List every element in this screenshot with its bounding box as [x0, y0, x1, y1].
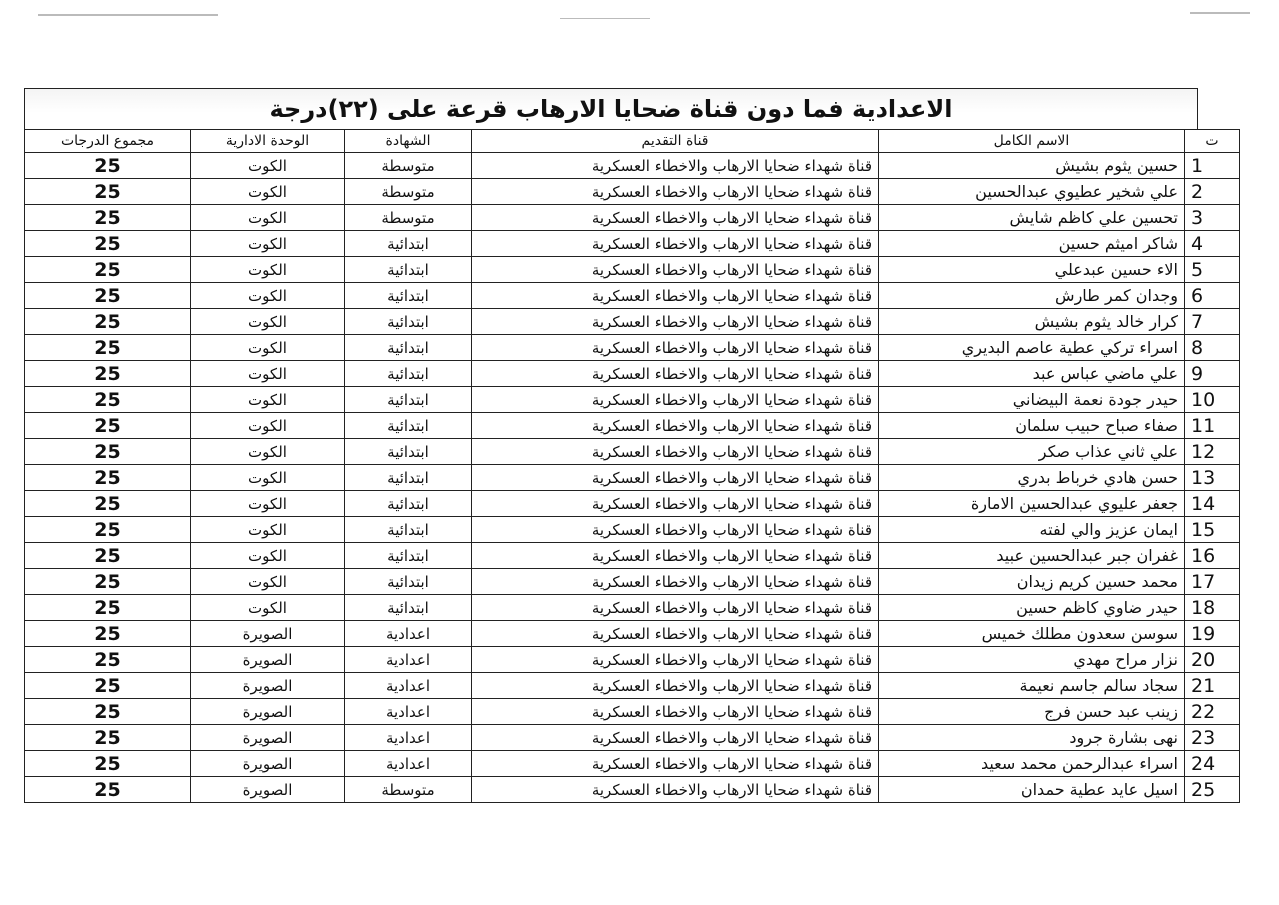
table-row: [25, 387, 1240, 413]
cell-certificate: ابتدائية: [345, 569, 472, 595]
cell-certificate: اعدادية: [345, 751, 472, 777]
table-row: [25, 283, 1240, 309]
table-row: [25, 231, 1240, 257]
cell-channel: قناة شهداء ضحايا الارهاب والاخطاء العسكرية: [472, 595, 879, 621]
cell-channel: قناة شهداء ضحايا الارهاب والاخطاء العسكرية: [472, 413, 879, 439]
table-row: [25, 699, 1240, 725]
cell-unit: الكوت: [191, 439, 345, 465]
cell-channel: قناة شهداء ضحايا الارهاب والاخطاء العسكرية: [472, 153, 879, 179]
cell-unit: الكوت: [191, 595, 345, 621]
cell-num: 7: [1185, 309, 1240, 335]
cell-num: 20: [1185, 647, 1240, 673]
cell-name: محمد حسين كريم زيدان: [879, 569, 1185, 595]
cell-channel: قناة شهداء ضحايا الارهاب والاخطاء العسكرية: [472, 179, 879, 205]
table-row: [25, 595, 1240, 621]
document-sheet: [24, 88, 1219, 803]
cell-name: كرار خالد يثوم بشيش: [879, 309, 1185, 335]
cell-unit: الكوت: [191, 205, 345, 231]
cell-score: 25: [25, 491, 191, 517]
cell-score: 25: [25, 231, 191, 257]
cell-score: 25: [25, 205, 191, 231]
cell-score: 25: [25, 595, 191, 621]
cell-unit: الكوت: [191, 257, 345, 283]
cell-name: اسراء عبدالرحمن محمد سعيد: [879, 751, 1185, 777]
cell-certificate: اعدادية: [345, 673, 472, 699]
cell-certificate: ابتدائية: [345, 387, 472, 413]
table-row: [25, 465, 1240, 491]
cell-num: 6: [1185, 283, 1240, 309]
cell-channel: قناة شهداء ضحايا الارهاب والاخطاء العسكرية: [472, 699, 879, 725]
cell-num: 15: [1185, 517, 1240, 543]
cell-score: 25: [25, 569, 191, 595]
cell-num: 19: [1185, 621, 1240, 647]
cell-certificate: اعدادية: [345, 699, 472, 725]
cell-channel: قناة شهداء ضحايا الارهاب والاخطاء العسكرية: [472, 621, 879, 647]
cell-unit: الصويرة: [191, 621, 345, 647]
cell-num: 2: [1185, 179, 1240, 205]
cell-channel: قناة شهداء ضحايا الارهاب والاخطاء العسكرية: [472, 231, 879, 257]
cell-channel: قناة شهداء ضحايا الارهاب والاخطاء العسكرية: [472, 387, 879, 413]
cell-name: تحسين علي كاظم شايش: [879, 205, 1185, 231]
table-row: [25, 153, 1240, 179]
cell-channel: قناة شهداء ضحايا الارهاب والاخطاء العسكرية: [472, 465, 879, 491]
table-row: [25, 439, 1240, 465]
cell-unit: الصويرة: [191, 751, 345, 777]
table-row: [25, 361, 1240, 387]
cell-name: اسيل عايد عطية حمدان: [879, 777, 1185, 803]
cell-score: 25: [25, 179, 191, 205]
document-title: الاعدادية فما دون قناة ضحايا الارهاب قرعة على (٢٢)درجة: [24, 88, 1198, 129]
cell-name: سجاد سالم جاسم نعيمة: [879, 673, 1185, 699]
cell-unit: الصويرة: [191, 777, 345, 803]
cell-num: 3: [1185, 205, 1240, 231]
cell-channel: قناة شهداء ضحايا الارهاب والاخطاء العسكرية: [472, 569, 879, 595]
cell-certificate: ابتدائية: [345, 543, 472, 569]
cell-name: حسن هادي خرباط بدري: [879, 465, 1185, 491]
cell-unit: الكوت: [191, 179, 345, 205]
cell-certificate: ابتدائية: [345, 517, 472, 543]
cell-name: زينب عبد حسن فرج: [879, 699, 1185, 725]
cell-num: 10: [1185, 387, 1240, 413]
table-row: [25, 673, 1240, 699]
cell-certificate: ابتدائية: [345, 361, 472, 387]
table-row: [25, 335, 1240, 361]
cell-num: 17: [1185, 569, 1240, 595]
table-row: [25, 725, 1240, 751]
cell-num: 24: [1185, 751, 1240, 777]
cell-unit: الصويرة: [191, 673, 345, 699]
cell-certificate: ابتدائية: [345, 439, 472, 465]
names-table: [24, 129, 1240, 803]
cell-score: 25: [25, 673, 191, 699]
table-row: [25, 569, 1240, 595]
cell-certificate: ابتدائية: [345, 309, 472, 335]
cell-score: 25: [25, 335, 191, 361]
cell-name: علي شخير عطيوي عبدالحسين: [879, 179, 1185, 205]
cell-score: 25: [25, 647, 191, 673]
cell-certificate: ابتدائية: [345, 595, 472, 621]
header-num: ت: [1185, 130, 1240, 153]
cell-certificate: اعدادية: [345, 621, 472, 647]
table-row: [25, 413, 1240, 439]
table-row: [25, 647, 1240, 673]
table-row: [25, 621, 1240, 647]
table-row: [25, 751, 1240, 777]
cell-unit: الكوت: [191, 335, 345, 361]
cell-name: شاكر اميثم حسين: [879, 231, 1185, 257]
cell-name: ايمان عزيز والي لفته: [879, 517, 1185, 543]
cell-unit: الكوت: [191, 283, 345, 309]
cell-certificate: ابتدائية: [345, 491, 472, 517]
table-row: [25, 309, 1240, 335]
cell-score: 25: [25, 439, 191, 465]
cell-channel: قناة شهداء ضحايا الارهاب والاخطاء العسكرية: [472, 439, 879, 465]
cell-unit: الصويرة: [191, 647, 345, 673]
cell-unit: الكوت: [191, 361, 345, 387]
cell-certificate: ابتدائية: [345, 231, 472, 257]
cell-num: 16: [1185, 543, 1240, 569]
header-certificate: الشهادة: [345, 130, 472, 153]
cell-num: 21: [1185, 673, 1240, 699]
cell-channel: قناة شهداء ضحايا الارهاب والاخطاء العسكرية: [472, 335, 879, 361]
cell-channel: قناة شهداء ضحايا الارهاب والاخطاء العسكرية: [472, 491, 879, 517]
cell-name: حيدر ضاوي كاظم حسين: [879, 595, 1185, 621]
cell-num: 23: [1185, 725, 1240, 751]
cell-score: 25: [25, 699, 191, 725]
table-row: [25, 543, 1240, 569]
cell-certificate: ابتدائية: [345, 283, 472, 309]
cell-num: 5: [1185, 257, 1240, 283]
cell-num: 4: [1185, 231, 1240, 257]
cell-num: 11: [1185, 413, 1240, 439]
header-name: الاسم الكامل: [879, 130, 1185, 153]
cell-name: علي ماضي عباس عبد: [879, 361, 1185, 387]
cell-name: حسين يثوم بشيش: [879, 153, 1185, 179]
scan-speck: [38, 14, 218, 16]
cell-unit: الصويرة: [191, 699, 345, 725]
cell-channel: قناة شهداء ضحايا الارهاب والاخطاء العسكرية: [472, 257, 879, 283]
cell-score: 25: [25, 153, 191, 179]
cell-unit: الكوت: [191, 153, 345, 179]
cell-score: 25: [25, 387, 191, 413]
cell-certificate: ابتدائية: [345, 257, 472, 283]
cell-unit: الكوت: [191, 517, 345, 543]
table-row: [25, 777, 1240, 803]
cell-score: 25: [25, 751, 191, 777]
cell-certificate: ابتدائية: [345, 413, 472, 439]
table-row: [25, 517, 1240, 543]
cell-channel: قناة شهداء ضحايا الارهاب والاخطاء العسكرية: [472, 205, 879, 231]
cell-channel: قناة شهداء ضحايا الارهاب والاخطاء العسكرية: [472, 283, 879, 309]
table-row: [25, 491, 1240, 517]
cell-channel: قناة شهداء ضحايا الارهاب والاخطاء العسكرية: [472, 751, 879, 777]
cell-name: جعفر عليوي عبدالحسين الامارة: [879, 491, 1185, 517]
cell-unit: الكوت: [191, 543, 345, 569]
table-row: [25, 257, 1240, 283]
cell-name: الاء حسين عبدعلي: [879, 257, 1185, 283]
cell-channel: قناة شهداء ضحايا الارهاب والاخطاء العسكرية: [472, 725, 879, 751]
cell-channel: قناة شهداء ضحايا الارهاب والاخطاء العسكرية: [472, 543, 879, 569]
cell-name: صفاء صباح حبيب سلمان: [879, 413, 1185, 439]
cell-name: حيدر جودة نعمة البيضاني: [879, 387, 1185, 413]
cell-certificate: متوسطة: [345, 777, 472, 803]
cell-name: نهى بشارة جرود: [879, 725, 1185, 751]
cell-channel: قناة شهداء ضحايا الارهاب والاخطاء العسكرية: [472, 361, 879, 387]
cell-score: 25: [25, 361, 191, 387]
cell-unit: الكوت: [191, 231, 345, 257]
cell-unit: الكوت: [191, 387, 345, 413]
cell-num: 12: [1185, 439, 1240, 465]
cell-score: 25: [25, 413, 191, 439]
cell-certificate: اعدادية: [345, 647, 472, 673]
cell-certificate: ابتدائية: [345, 335, 472, 361]
cell-name: نزار مراح مهدي: [879, 647, 1185, 673]
cell-unit: الكوت: [191, 491, 345, 517]
cell-channel: قناة شهداء ضحايا الارهاب والاخطاء العسكرية: [472, 777, 879, 803]
table-row: [25, 205, 1240, 231]
cell-unit: الكوت: [191, 309, 345, 335]
cell-score: 25: [25, 777, 191, 803]
cell-unit: الصويرة: [191, 725, 345, 751]
header-score: مجموع الدرجات: [25, 130, 191, 153]
cell-channel: قناة شهداء ضحايا الارهاب والاخطاء العسكرية: [472, 517, 879, 543]
cell-num: 8: [1185, 335, 1240, 361]
cell-certificate: متوسطة: [345, 179, 472, 205]
cell-certificate: اعدادية: [345, 725, 472, 751]
cell-score: 25: [25, 517, 191, 543]
cell-num: 1: [1185, 153, 1240, 179]
cell-num: 22: [1185, 699, 1240, 725]
scan-speck: [560, 18, 650, 19]
cell-unit: الكوت: [191, 465, 345, 491]
cell-name: سوسن سعدون مطلك خميس: [879, 621, 1185, 647]
cell-channel: قناة شهداء ضحايا الارهاب والاخطاء العسكرية: [472, 309, 879, 335]
cell-score: 25: [25, 309, 191, 335]
table-row: [25, 179, 1240, 205]
cell-name: علي ثاني عذاب صكر: [879, 439, 1185, 465]
cell-score: 25: [25, 543, 191, 569]
cell-certificate: متوسطة: [345, 205, 472, 231]
cell-channel: قناة شهداء ضحايا الارهاب والاخطاء العسكرية: [472, 673, 879, 699]
header-unit: الوحدة الادارية: [191, 130, 345, 153]
cell-certificate: متوسطة: [345, 153, 472, 179]
cell-score: 25: [25, 283, 191, 309]
cell-score: 25: [25, 621, 191, 647]
cell-name: غفران جبر عبدالحسين عبيد: [879, 543, 1185, 569]
cell-name: اسراء تركي عطية عاصم البديري: [879, 335, 1185, 361]
cell-channel: قناة شهداء ضحايا الارهاب والاخطاء العسكرية: [472, 647, 879, 673]
cell-num: 25: [1185, 777, 1240, 803]
cell-score: 25: [25, 257, 191, 283]
cell-unit: الكوت: [191, 569, 345, 595]
cell-score: 25: [25, 725, 191, 751]
cell-num: 14: [1185, 491, 1240, 517]
cell-name: وجدان كمر طارش: [879, 283, 1185, 309]
cell-num: 18: [1185, 595, 1240, 621]
cell-num: 13: [1185, 465, 1240, 491]
cell-certificate: ابتدائية: [345, 465, 472, 491]
table-header-row: [25, 130, 1240, 153]
cell-unit: الكوت: [191, 413, 345, 439]
scan-speck: [1190, 12, 1250, 14]
header-channel: قناة التقديم: [472, 130, 879, 153]
cell-score: 25: [25, 465, 191, 491]
cell-num: 9: [1185, 361, 1240, 387]
